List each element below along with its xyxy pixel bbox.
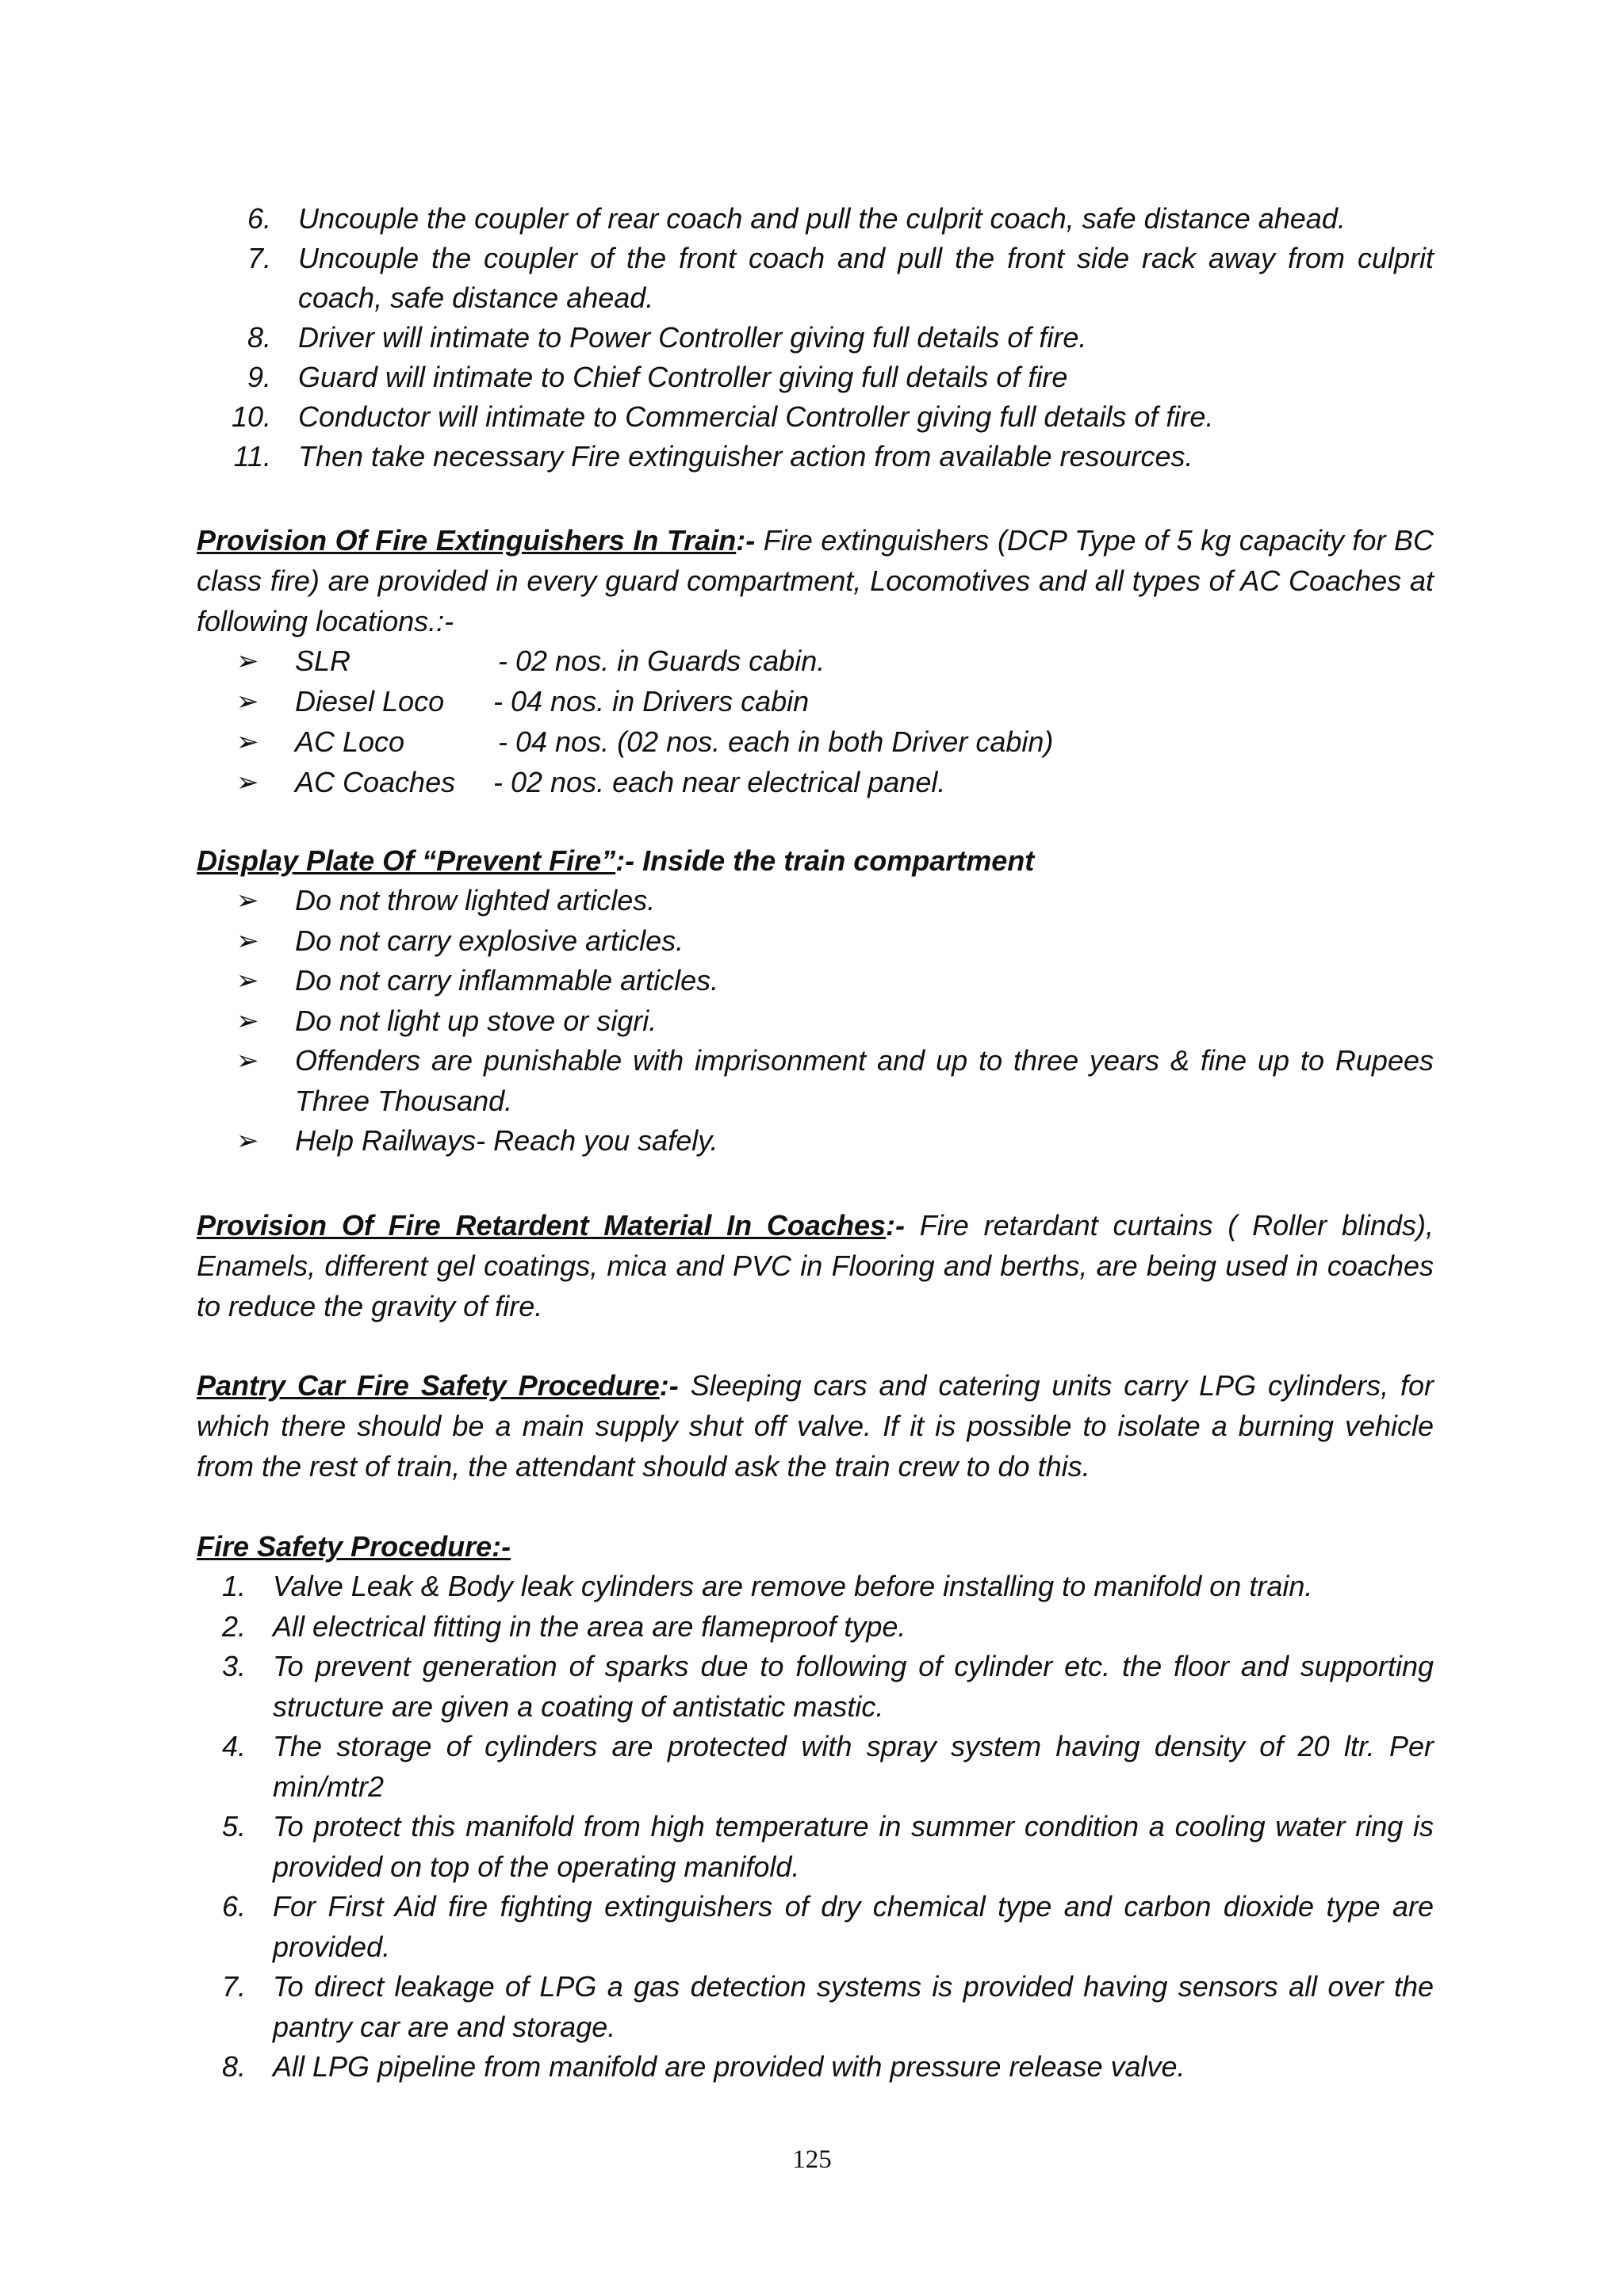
section-heading: Display Plate Of “Prevent Fire” <box>197 844 616 877</box>
section-heading: Fire Safety Procedure:- <box>197 1530 511 1563</box>
location-description: - 02 nos. each near electrical panel. <box>493 766 946 798</box>
extinguishers-paragraph <box>197 520 1434 641</box>
item-number: 2. <box>221 1609 246 1643</box>
item-number: 3. <box>221 1650 246 1682</box>
arrow-bullet-icon: ➢ <box>236 767 259 798</box>
item-text: Uncouple the coupler of rear coach and pull the culprit coach, safe distance ahead. <box>298 202 1346 235</box>
item-text: Do not throw lighted articles. <box>295 884 656 916</box>
heading-separator: :- <box>615 844 635 877</box>
arrow-bullet-icon: ➢ <box>236 1046 259 1076</box>
arrow-bullet-icon: ➢ <box>236 1126 259 1156</box>
section-body: Fire extinguishers (DCP Type of 5 kg capacity for BC class fire) are provided in every guard compartment, Locomotives and all types of AC Coaches at following locations.:- <box>197 524 1434 637</box>
section-heading: Provision Of Fire Retardent Material In Coaches <box>197 1209 886 1242</box>
item-text: All LPG pipeline from manifold are provided with pressure release valve. <box>273 2050 1185 2083</box>
section-subtitle: Inside the train compartment <box>634 844 1035 877</box>
list-item <box>197 1567 1434 1607</box>
list-item <box>197 397 1434 437</box>
heading-separator: :- <box>886 1209 905 1242</box>
location-description: - 04 nos. (02 nos. each in both Driver cabin) <box>498 725 1054 758</box>
item-number: 4. <box>221 1730 246 1762</box>
item-text: Offenders are punishable with imprisonment and up to three years & fine up to Rupees Three Thousand. <box>295 1044 1434 1117</box>
item-text: Guard will intimate to Chief Controller giving full details of fire <box>298 361 1068 393</box>
list-item <box>197 921 1434 962</box>
item-number: 7. <box>221 1970 246 2003</box>
list-item <box>197 2047 1434 2087</box>
locations-list <box>197 641 1434 803</box>
item-text: To direct leakage of LPG a gas detection systems is provided having sensors all over the pantry car are and storage. <box>273 1970 1434 2043</box>
item-text: The storage of cylinders are protected with spray system having density of 20 ltr. Per min/mtr2 <box>273 1730 1434 1803</box>
item-number: 9. <box>247 361 271 393</box>
list-item <box>197 1807 1434 1887</box>
location-item <box>197 641 1434 682</box>
arrow-bullet-icon: ➢ <box>236 1005 259 1036</box>
section-body: Sleeping cars and catering units carry LPG cylinders, for which there should be a main supply shut off valve. If it is possible to isolate a burning vehicle from the rest of train, the attendant should ask the train crew to do this. <box>197 1369 1434 1483</box>
display-plate-heading-line <box>197 840 1434 881</box>
list-item <box>197 1647 1434 1727</box>
item-text: Help Railways- Reach you safely. <box>295 1124 718 1157</box>
retardant-section <box>197 1205 1434 1326</box>
list-item <box>197 437 1434 476</box>
item-text: Do not light up stove or sigri. <box>295 1004 657 1037</box>
heading-separator: :- <box>736 524 756 557</box>
list-item <box>197 961 1434 1001</box>
pantry-section <box>197 1365 1434 1487</box>
location-item <box>197 682 1434 722</box>
location-name: AC Coaches <box>295 766 456 798</box>
arrow-bullet-icon: ➢ <box>236 966 259 996</box>
list-item <box>197 199 1434 239</box>
location-item <box>197 722 1434 763</box>
arrow-bullet-icon: ➢ <box>236 687 259 717</box>
item-text: To protect this manifold from high temperature in summer condition a cooling water ring is provided on top of the operating manifold. <box>273 1810 1434 1883</box>
arrow-bullet-icon: ➢ <box>236 886 259 916</box>
item-number: 8. <box>221 2050 246 2083</box>
arrow-bullet-icon: ➢ <box>236 727 259 757</box>
item-text: To prevent generation of sparks due to following of cylinder etc. the floor and supporting structure are given a coating of antistatic mastic. <box>273 1650 1434 1723</box>
item-number: 6. <box>247 202 271 235</box>
section-heading: Provision Of Fire Extinguishers In Train <box>197 524 737 557</box>
item-text: Valve Leak & Body leak cylinders are remove before installing to manifold on train. <box>273 1570 1313 1602</box>
item-number: 1. <box>221 1570 246 1602</box>
list-item <box>197 1727 1434 1807</box>
section-heading: Pantry Car Fire Safety Procedure <box>197 1369 660 1402</box>
location-description: - 02 nos. in Guards cabin. <box>498 645 825 677</box>
pantry-paragraph <box>197 1365 1434 1487</box>
display-plate-section <box>197 840 1434 1161</box>
location-name: SLR <box>295 645 351 677</box>
procedure-heading-line <box>197 1526 1434 1567</box>
list-item <box>197 358 1434 397</box>
list-item <box>197 1041 1434 1121</box>
page-number: 125 <box>792 2145 832 2174</box>
item-text: Conductor will intimate to Commercial Controller giving full details of fire. <box>298 400 1214 433</box>
item-text: Then take necessary Fire extinguisher action from available resources. <box>298 440 1193 473</box>
list-item <box>197 1967 1434 2047</box>
section-body: Fire retardant curtains ( Roller blinds), Enamels, different gel coatings, mica and PVC in Flooring and berths, are being used in coaches to reduce the gravity of fire. <box>197 1209 1434 1322</box>
item-text: For First Aid fire fighting extinguishers of dry chemical type and carbon dioxide type are provided. <box>273 1890 1434 1963</box>
item-text: Uncouple the coupler of the front coach and pull the front side rack away from culprit coach, safe distance ahead. <box>298 242 1434 314</box>
heading-separator: :- <box>659 1369 679 1402</box>
prevent-fire-list <box>197 881 1434 1161</box>
location-item <box>197 763 1434 803</box>
list-item <box>197 318 1434 358</box>
item-number: 10. <box>231 400 271 433</box>
continued-steps-list <box>197 199 1434 476</box>
list-item <box>197 239 1434 318</box>
list-item <box>197 1121 1434 1161</box>
item-text: Do not carry explosive articles. <box>295 924 684 957</box>
item-number: 11. <box>233 440 271 473</box>
procedure-steps-list <box>197 1567 1434 2087</box>
retardant-paragraph <box>197 1205 1434 1326</box>
item-text: All electrical fitting in the area are flameproof type. <box>273 1609 906 1643</box>
procedure-section <box>197 1526 1434 2087</box>
item-text: Do not carry inflammable articles. <box>295 964 719 997</box>
list-item <box>197 1001 1434 1042</box>
list-item <box>197 1607 1434 1647</box>
location-description: - 04 nos. in Drivers cabin <box>493 685 810 718</box>
extinguishers-section <box>197 520 1434 803</box>
list-item <box>197 1887 1434 1967</box>
item-number: 8. <box>247 321 271 354</box>
item-number: 5. <box>221 1810 246 1843</box>
arrow-bullet-icon: ➢ <box>236 925 259 956</box>
list-item <box>197 881 1434 921</box>
item-number: 6. <box>221 1890 246 1923</box>
item-text: Driver will intimate to Power Controller giving full details of fire. <box>298 321 1087 354</box>
item-number: 7. <box>247 242 271 274</box>
location-name: AC Loco <box>295 725 405 758</box>
location-name: Diesel Loco <box>295 685 445 718</box>
arrow-bullet-icon: ➢ <box>236 646 259 676</box>
